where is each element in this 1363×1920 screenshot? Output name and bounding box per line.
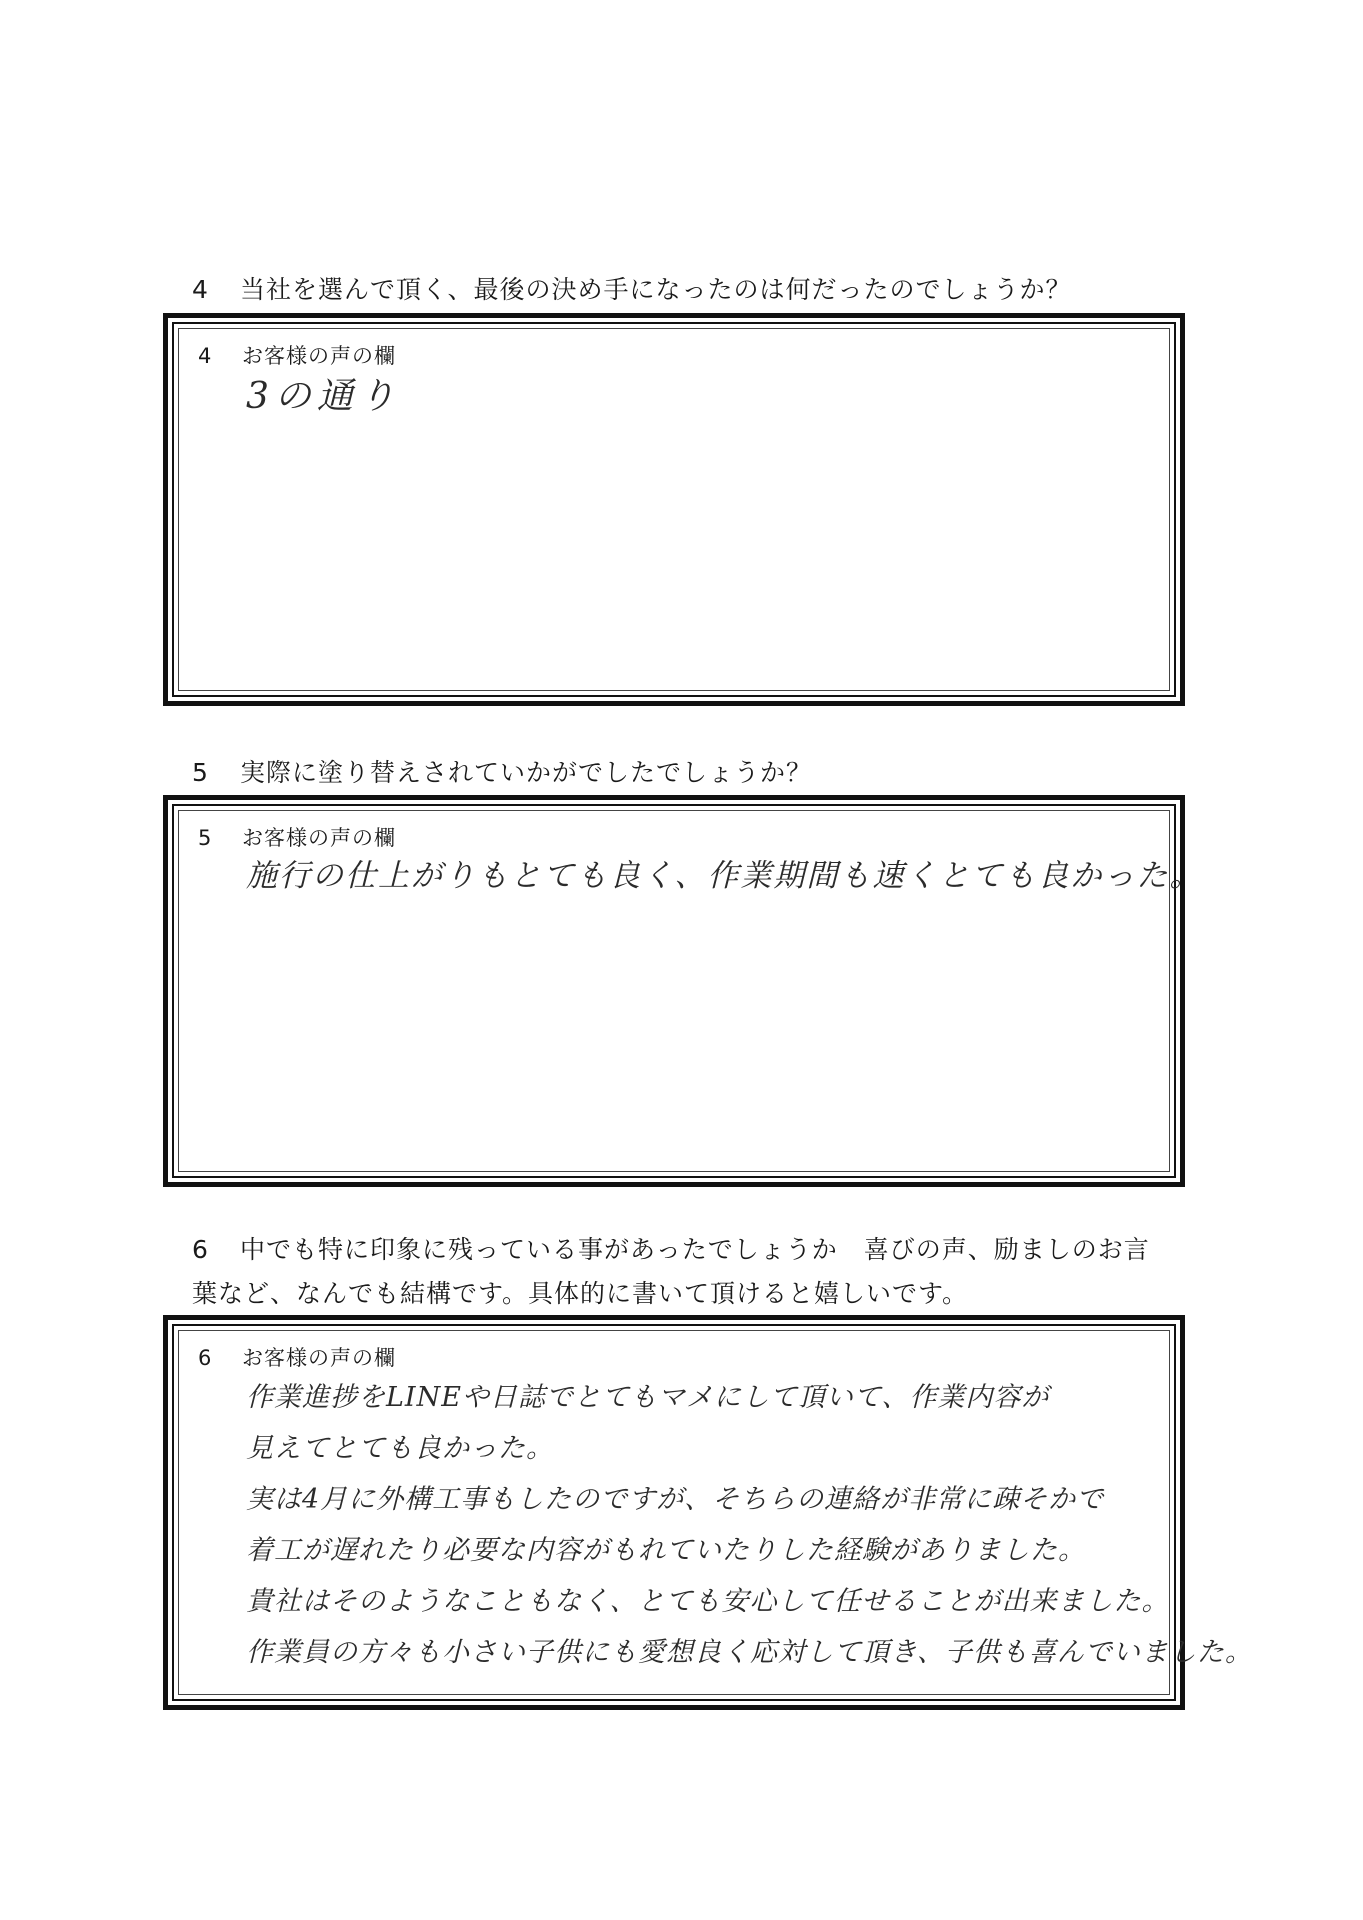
answer-line: 貴社はそのようなこともなく、とても安心して任せることが出来ました。	[246, 1586, 1170, 1617]
question-text: 当社を選んで頂く、最後の決め手になったのは何だったのでしょうか？	[240, 275, 1072, 304]
answer-box-5	[163, 795, 1203, 1187]
answer-line: 作業進捗をLINEや日誌でとてもマメにして頂いて、作業内容が	[246, 1382, 1050, 1413]
handwritten-answer	[246, 1372, 1253, 1678]
answer-line: 実は4月に外構工事もしたのですが、そちらの連絡が非常に疎そかで	[246, 1484, 1105, 1515]
question-text: 中でも特に印象に残っている事があったでしょうか 喜びの声、励ましのお言葉など、なんでも結構です。具体的に書いて頂けると嬉しいです。	[192, 1235, 1150, 1308]
answer-line: 着工が遅れたり必要な内容がもれていたりした経験がありました。	[246, 1535, 1086, 1566]
box-label-text: お客様の声の欄	[242, 344, 396, 368]
box-label-text: お客様の声の欄	[242, 826, 396, 850]
box-number: 6	[198, 1346, 213, 1370]
question-4	[192, 268, 1072, 312]
question-text: 実際に塗り替えされていかがでしたでしょうか？	[240, 758, 813, 787]
question-5	[192, 751, 812, 795]
handwritten-answer: 3の通り	[246, 376, 401, 417]
box-label	[198, 822, 396, 852]
handwritten-answer: 施行の仕上がりもとても良く、作業期間も速くとても良かった。	[246, 858, 1203, 894]
question-number: 6	[192, 1235, 209, 1264]
box-label	[198, 1342, 396, 1372]
box-number: 4	[198, 344, 213, 368]
question-6	[192, 1228, 1167, 1316]
box-label	[198, 340, 396, 370]
answer-line: 作業員の方々も小さい子供にも愛想良く応対して頂き、子供も喜んでいました。	[246, 1637, 1253, 1668]
box-label-text: お客様の声の欄	[242, 1346, 396, 1370]
answer-box-6	[163, 1315, 1253, 1710]
answer-box-4	[163, 313, 1185, 706]
question-number: 4	[192, 275, 209, 304]
answer-line: 見えてとても良かった。	[246, 1433, 554, 1464]
question-number: 5	[192, 758, 209, 787]
box-number: 5	[198, 826, 213, 850]
